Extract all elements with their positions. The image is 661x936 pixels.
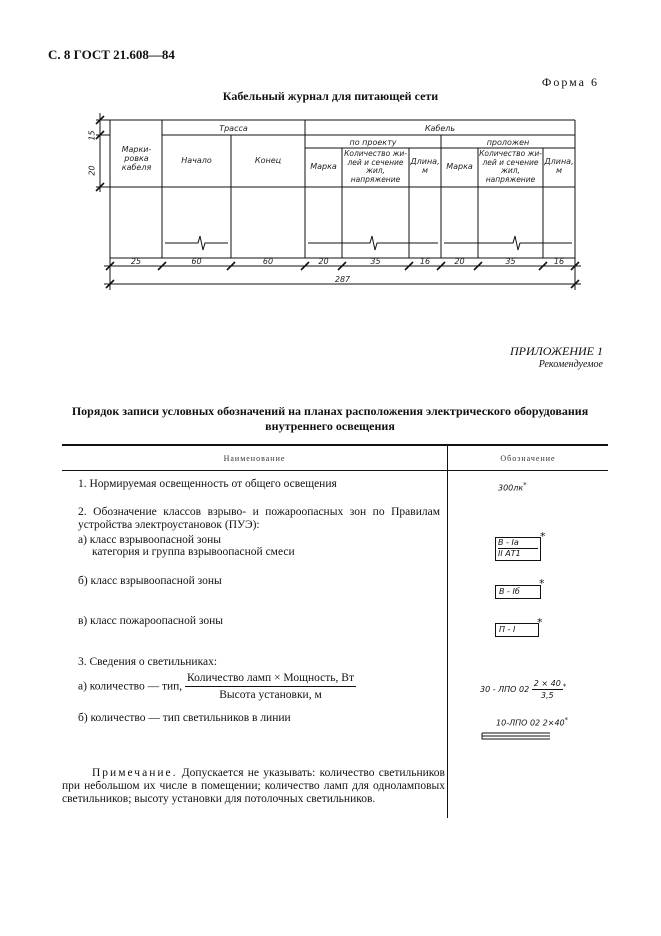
width-6: 16 bbox=[419, 257, 431, 266]
note bbox=[62, 767, 445, 806]
row-2b-designation: В - Iб bbox=[495, 585, 541, 599]
appendix-title: ПРИЛОЖЕНИЕ 1 bbox=[510, 344, 603, 358]
note-text: Допускается не указывать: количество светильников при небольшом их числе в помещении; количество ламп для одноламповых светильников; высоту установки для потолочных светильников. bbox=[62, 767, 445, 805]
row-2a-designation: В - Iа II АТ1 bbox=[495, 537, 541, 561]
table-col-divider bbox=[447, 444, 448, 818]
appendix-status: Рекомендуемое bbox=[538, 359, 603, 370]
row-1-designation: 300лк* bbox=[498, 481, 527, 493]
col-marking: Марки- ровка кабеля bbox=[121, 145, 152, 172]
width-9: 16 bbox=[553, 257, 565, 266]
page-ref: С. 8 ГОСТ 21.608—84 bbox=[48, 47, 175, 62]
col-designation-header: Обозначение bbox=[500, 454, 556, 463]
row-2b-text: б) класс взрывоопасной зоны bbox=[78, 575, 222, 587]
table-header-rule bbox=[62, 470, 608, 471]
appendix-heading bbox=[510, 344, 603, 370]
row-1-text: 1. Нормируемая освещенность от общего освещения bbox=[78, 478, 337, 490]
col-cores-1: Количество жи- лей и сечение жил, напряжение bbox=[344, 149, 407, 184]
col-cores-2: Количество жи- лей и сечение жил, напряжение bbox=[479, 149, 542, 184]
width-4: 20 bbox=[318, 257, 329, 266]
width-2: 60 bbox=[191, 257, 202, 266]
row-2c-text: в) класс пожароопасной зоны bbox=[78, 615, 223, 627]
section-title: Порядок записи условных обозначений на планах расположения электрического оборудования внутреннего освещения bbox=[71, 404, 589, 433]
col-cable: Кабель bbox=[424, 124, 456, 133]
designation-table bbox=[62, 444, 608, 818]
form-label: Форма 6 bbox=[541, 75, 599, 89]
row-3a-designation: 30 - ЛПО 02 $\frac{2 \times 40}{3,5}$ * bbox=[480, 679, 567, 700]
col-start: Начало bbox=[181, 156, 212, 165]
row-3-text: 3. Сведения о светильниках: bbox=[78, 656, 218, 668]
col-laid: проложен bbox=[486, 138, 530, 147]
table-top-rule bbox=[62, 444, 608, 446]
dim-20: 20 bbox=[87, 165, 97, 176]
form-title: Кабельный журнал для питающей сети bbox=[222, 89, 439, 103]
col-brand-1: Марка bbox=[310, 162, 337, 171]
width-5: 35 bbox=[370, 257, 381, 266]
width-3: 60 bbox=[262, 257, 274, 266]
row-2a-subtext: категория и группа взрывоопасной смеси bbox=[92, 546, 295, 558]
row-2a-asterisk: * bbox=[540, 530, 546, 543]
row-2a-text: а) класс взрывоопасной зоны bbox=[78, 534, 222, 546]
col-route: Трасса bbox=[219, 124, 248, 133]
width-total: 287 bbox=[334, 275, 351, 284]
width-7: 20 bbox=[454, 257, 465, 266]
col-name-header: Наименование bbox=[223, 454, 286, 463]
row-3a-text: а) количество — тип, $\frac{\text{Количество ламп × Мощность, Вт}}{\text{Высота установки, м}}$ bbox=[78, 672, 354, 701]
row-2c-designation: П - I bbox=[495, 623, 539, 637]
col-end: Конец bbox=[254, 156, 282, 165]
col-length-2: Длина, м bbox=[544, 157, 574, 175]
dim-15: 15 bbox=[87, 130, 97, 141]
row-3a-formula: $\frac{\text{Количество ламп × Мощность, Вт}}{\text{Высота установки, м}}$ bbox=[187, 672, 354, 701]
col-brand-2: Марка bbox=[446, 162, 473, 171]
row-3b-designation: 10-ЛПО 02 2×40* bbox=[496, 716, 568, 728]
row-2-text: 2. Обозначение классов взрыво- и пожароопасных зон по Правилам устройства электроустановок (ПУЭ): bbox=[78, 506, 440, 531]
note-label: Примечание. bbox=[92, 767, 178, 779]
col-length-1: Длина, м bbox=[410, 157, 440, 175]
col-by-project: по проекту bbox=[349, 138, 397, 147]
row-2c-asterisk: * bbox=[537, 616, 543, 629]
row-3b-text: б) количество — тип светильников в линии bbox=[78, 712, 291, 724]
row-3b-line-symbol bbox=[480, 727, 560, 741]
width-1: 25 bbox=[130, 257, 142, 266]
width-8: 35 bbox=[505, 257, 516, 266]
row-2b-asterisk: * bbox=[539, 577, 545, 590]
